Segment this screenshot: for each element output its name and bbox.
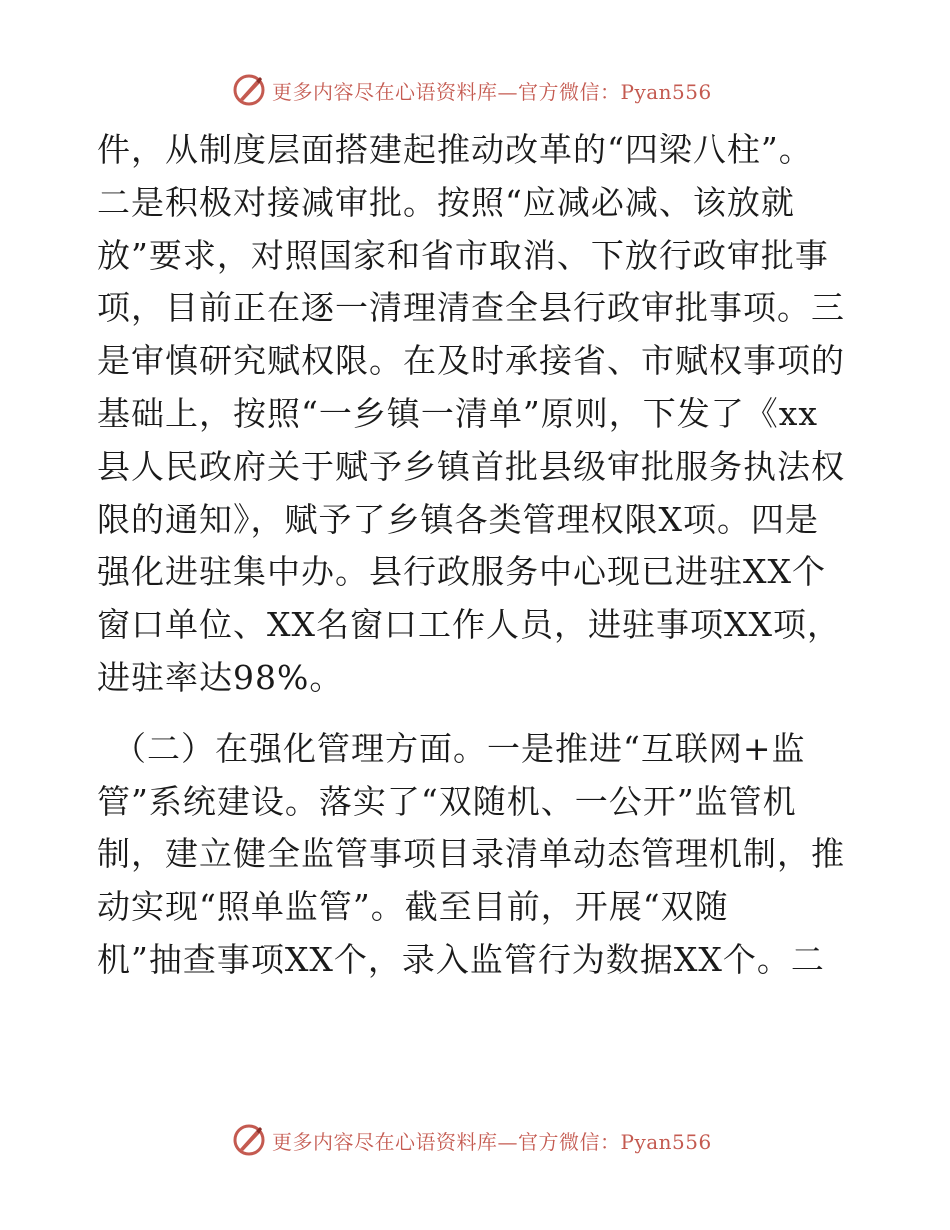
header-watermark-banner bbox=[232, 72, 712, 108]
text-line: 项，目前正在逐一清理清查全县行政审批事项。三 bbox=[97, 288, 845, 328]
text-line: 放”要求，对照国家和省市取消、下放行政审批事 bbox=[97, 235, 829, 275]
text-line: 是审慎研究赋权限。在及时承接省、市赋权事项的 bbox=[97, 341, 845, 381]
footer-watermark-banner bbox=[232, 1122, 712, 1158]
banner-text: 更多内容尽在心语资料库—官方微信：Pyan556 bbox=[272, 79, 712, 104]
text-line: 强化进驻集中办。县行政服务中心现已进驻XX个 bbox=[97, 552, 826, 592]
text-line: 进驻率达98%。 bbox=[97, 657, 344, 697]
text-line: 限的通知》，赋予了乡镇各类管理权限X项。四是 bbox=[97, 499, 819, 539]
text-line: 县人民政府关于赋予乡镇首批县级审批服务执法权 bbox=[97, 446, 845, 486]
text-line: 机”抽查事项XX个，录入监管行为数据XX个。二 bbox=[97, 939, 825, 979]
pen-circle-icon bbox=[232, 1123, 266, 1157]
pen-circle-icon bbox=[232, 73, 266, 107]
text-line: 动实现“照单监管”。截至目前，开展“双随 bbox=[97, 887, 729, 927]
text-line: 管”系统建设。落实了“双随机、一公开”监管机 bbox=[97, 781, 797, 821]
banner-text: 更多内容尽在心语资料库—官方微信：Pyan556 bbox=[272, 1129, 712, 1154]
text-line: 基础上，按照“一乡镇一清单”原则，下发了《xx bbox=[97, 393, 818, 433]
text-line: 件，从制度层面搭建起推动改革的“四梁八柱”。 bbox=[97, 130, 813, 169]
text-line: （二）在强化管理方面。一是推进“互联网+监 bbox=[113, 728, 806, 768]
paragraph bbox=[97, 124, 857, 705]
paragraph bbox=[97, 723, 857, 987]
text-line: 二是积极对接减审批。按照“应减必减、该放就 bbox=[97, 182, 795, 222]
text-line: 制，建立健全监管事项目录清单动态管理机制，推 bbox=[97, 834, 845, 874]
text-line: 窗口单位、XX名窗口工作人员，进驻事项XX项， bbox=[97, 605, 841, 645]
body-text bbox=[97, 124, 857, 987]
